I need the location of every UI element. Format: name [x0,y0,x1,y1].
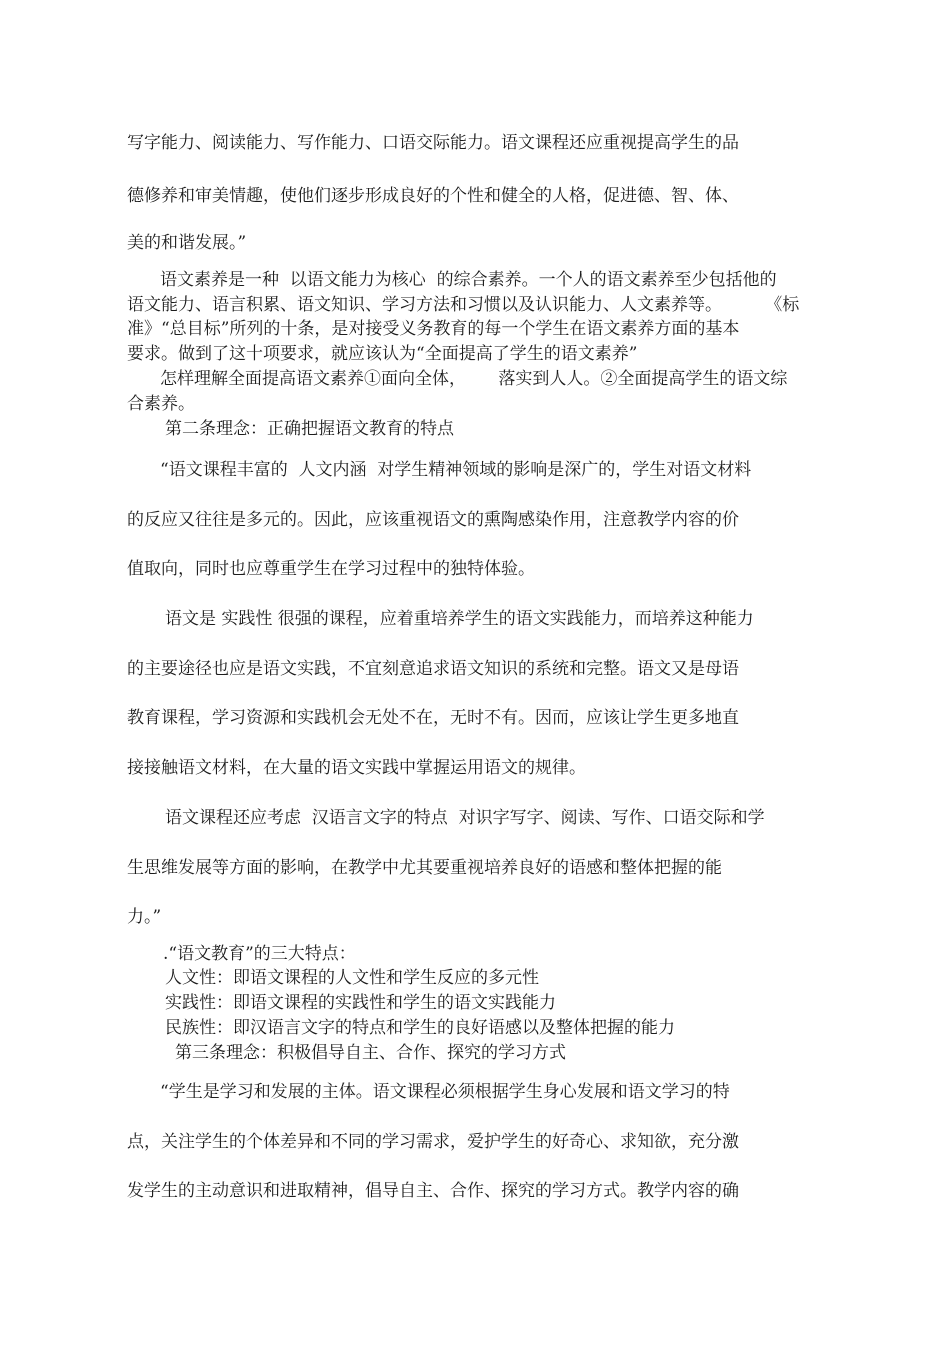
text-line: 点，关注学生的个体差异和不同的学习需求，爱护学生的好奇心、求知欲，充分激 [127,1132,739,1152]
text-line: 怎样理解全面提高语文素养①面向全体， 落实到人人。②全面提高学生的语文综 [160,369,788,389]
text-line: 接接触语文材料，在大量的语文实践中掌握运用语文的规律。 [127,758,586,778]
section-heading: 第三条理念：积极倡导自主、合作、探究的学习方式 [175,1043,566,1063]
text-line: 的主要途径也应是语文实践，不宜刻意追求语文知识的系统和完整。语文又是母语 [127,659,739,679]
text-line: 德修养和审美情趣，使他们逐步形成良好的个性和健全的人格，促进德、智、体、 [127,186,739,206]
text-line: 力。” [127,907,162,927]
text-line: 语文素养是一种 以语文能力为核心 的综合素养。一个人的语文素养至少包括他的 [160,270,777,290]
text-line: 值取向，同时也应尊重学生在学习过程中的独特体验。 [127,559,535,579]
text-line: “学生是学习和发展的主体。语文课程必须根据学生身心发展和语文学习的特 [160,1082,730,1102]
list-item: 实践性：即语文课程的实践性和学生的语文实践能力 [165,993,556,1013]
text-line: 要求。做到了这十项要求，就应该认为“全面提高了学生的语文素养” [127,344,638,364]
text-line: 语文能力、语言积累、语文知识、学习方法和习惯以及认识能力、人文素养等。 《标 [127,295,800,315]
list-heading: .“语文教育”的三大特点： [163,944,356,964]
text-line: 的反应又往往是多元的。因此，应该重视语文的熏陶感染作用，注意教学内容的价 [127,510,739,530]
text-line: 写字能力、阅读能力、写作能力、口语交际能力。语文课程还应重视提高学生的品 [127,133,739,153]
list-item: 民族性：即汉语言文字的特点和学生的良好语感以及整体把握的能力 [165,1018,675,1038]
text-line: 合素养。 [127,394,195,414]
text-line: 准》“总目标”所列的十条，是对接受义务教育的每一个学生在语文素养方面的基本 [127,319,740,339]
text-line: 美的和谐发展。” [127,233,247,253]
section-heading: 第二条理念：正确把握语文教育的特点 [165,419,454,439]
text-line: “语文课程丰富的 人文内涵 对学生精神领域的影响是深广的，学生对语文材料 [160,460,752,480]
text-line: 语文课程还应考虑 汉语言文字的特点 对识字写字、阅读、写作、口语交际和学 [165,808,765,828]
list-item: 人文性：即语文课程的人文性和学生反应的多元性 [165,968,539,988]
text-line: 发学生的主动意识和进取精神，倡导自主、合作、探究的学习方式。教学内容的确 [127,1181,739,1201]
text-line: 生思维发展等方面的影响，在教学中尤其要重视培养良好的语感和整体把握的能 [127,858,722,878]
text-line: 语文是 实践性 很强的课程，应着重培养学生的语文实践能力，而培养这种能力 [165,609,754,629]
text-line: 教育课程，学习资源和实践机会无处不在，无时不有。因而，应该让学生更多地直 [127,708,739,728]
